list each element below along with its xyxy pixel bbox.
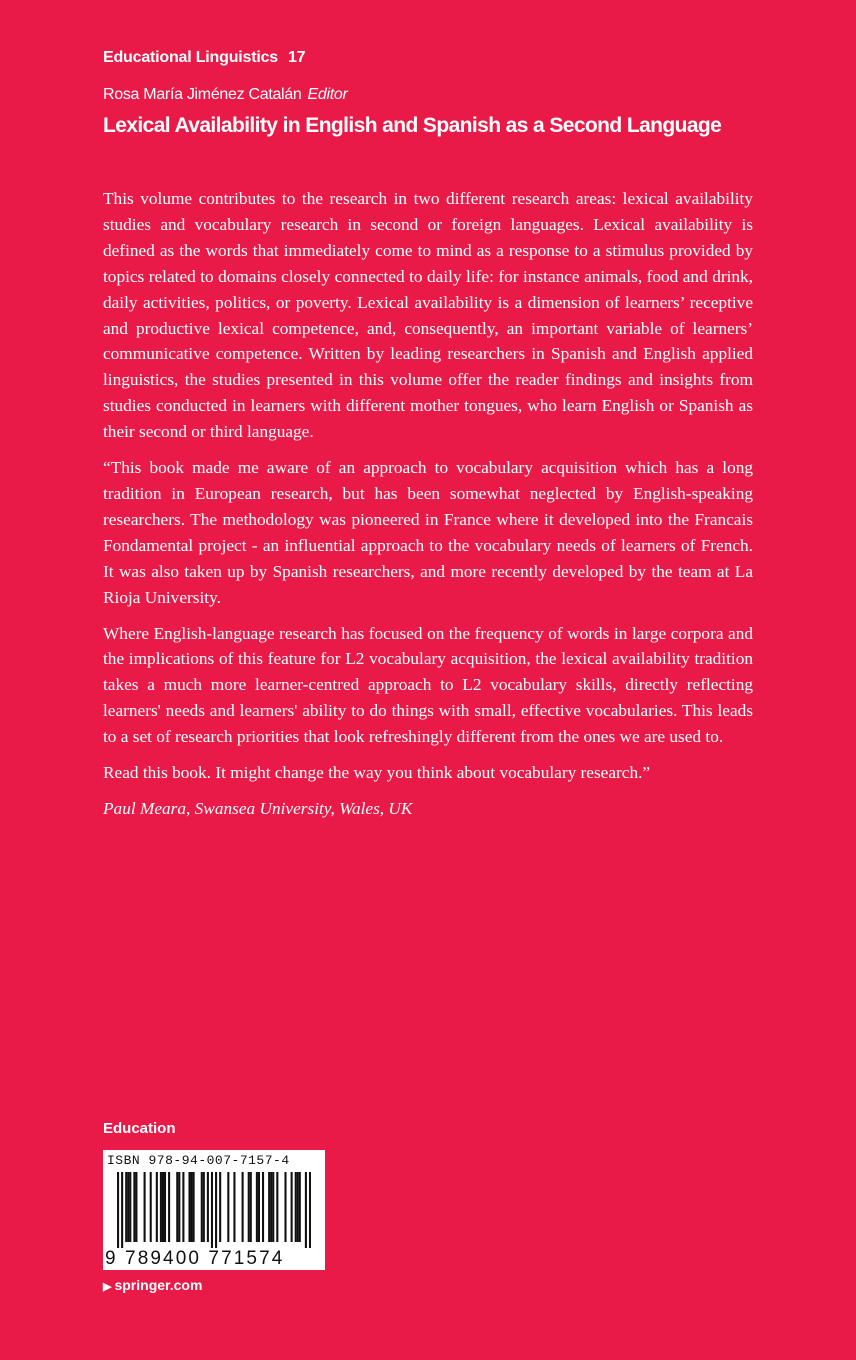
barcode-bar xyxy=(276,1172,278,1242)
barcode-bar xyxy=(178,1172,180,1242)
barcode-bar xyxy=(309,1172,311,1248)
barcode-bar xyxy=(284,1172,286,1242)
barcode-bar xyxy=(144,1172,146,1242)
ean-digits: 9 789400 771574 xyxy=(105,1248,285,1269)
publisher-site: springer.com xyxy=(114,1277,203,1293)
barcode-bar xyxy=(203,1172,205,1242)
barcode-bar xyxy=(215,1172,217,1248)
barcode-bar xyxy=(133,1172,135,1242)
barcode-bar xyxy=(117,1172,119,1248)
barcode-bar xyxy=(129,1172,131,1242)
back-cover-text xyxy=(103,186,753,832)
barcode-bar xyxy=(242,1172,244,1242)
barcode-bar xyxy=(135,1172,137,1242)
barcode-bar xyxy=(295,1172,297,1242)
barcode xyxy=(103,1150,325,1270)
isbn-label: ISBN 978-94-007-7157-4 xyxy=(107,1153,290,1168)
quote-paragraph-2: Where English-language research has focused on the frequency of words in large corpora and the implications of this feature for L2 vocabulary acquisition, the lexical availability tradition takes a much more learner-centred approach to L2 vocabulary skills, directly reflecting learners' needs and learners' ability to do things with small, effective vocabularies. This leads to a set of research priorities that look refreshingly different from the ones we are used to. xyxy=(103,623,753,747)
series-volume: 17 xyxy=(287,49,306,66)
barcode-bar xyxy=(297,1172,299,1242)
barcode-bar xyxy=(160,1172,162,1242)
barcode-bar xyxy=(233,1172,235,1242)
barcode-bar xyxy=(248,1172,250,1242)
barcode-bar xyxy=(176,1172,178,1242)
subject-category: Education xyxy=(103,1120,176,1137)
barcode-bar xyxy=(272,1172,274,1242)
barcode-bars xyxy=(117,1172,311,1248)
barcode-bar xyxy=(156,1172,158,1242)
publisher-link[interactable] xyxy=(103,1277,202,1293)
barcode-bar xyxy=(256,1172,258,1242)
quote-paragraph-1: “This book made me aware of an approach to vocabulary acquisition which has a long tradition in European research, but has been somewhat neglected by English-speaking researchers. The methodology was pioneered in France where it developed into the Francais Fondamental project - an influential approach to the vocabulary needs of learners of French. It was also taken up by Spanish researchers, and more recently developed by the team at La Rioja University. xyxy=(103,458,753,607)
barcode-bar xyxy=(162,1172,164,1242)
barcode-bar xyxy=(207,1172,209,1242)
book-title: Lexical Availability in English and Spanish as a Second Language xyxy=(103,114,722,137)
barcode-bar xyxy=(121,1172,123,1248)
barcode-bar xyxy=(188,1172,190,1242)
arrow-right-icon: ▶ xyxy=(103,1281,112,1293)
barcode-bar xyxy=(227,1172,229,1242)
barcode-bar xyxy=(258,1172,260,1242)
barcode-bar xyxy=(299,1172,301,1242)
quote-attribution: Paul Meara, Swansea University, Wales, UK xyxy=(103,798,413,818)
barcode-bar xyxy=(305,1172,307,1248)
series-name: Educational Linguistics xyxy=(103,49,278,66)
barcode-bar xyxy=(150,1172,152,1242)
barcode-bar xyxy=(193,1172,195,1242)
barcode-bar xyxy=(127,1172,129,1242)
editor-line xyxy=(103,86,348,104)
barcode-bar xyxy=(262,1172,264,1242)
barcode-bar xyxy=(268,1172,270,1242)
description-paragraph: This volume contributes to the research in two different research areas: lexical availability studies and vocabulary research in second or foreign languages. Lexical availability is defined as the words that immediately come to mind as a response to a stimulus provided by topics related to domains closely connected to daily life: for instance animals, food and drink, daily activities, politics, or poverty. Lexical availability is a dimension of learners’ receptive and productive lexical competence, and, consequently, an important variable of learners’ communicative competence. Written by leading researchers in Spanish and English applied linguistics, the studies presented in this volume offer the reader findings and insights from studies conducted in learners with different mother tongues, who learn English or Spanish as their second or third language. xyxy=(103,189,753,442)
barcode-bar xyxy=(291,1172,293,1242)
barcode-bar xyxy=(125,1172,127,1242)
barcode-bar xyxy=(201,1172,203,1242)
editor-name: Rosa María Jiménez Catalán xyxy=(103,86,302,103)
barcode-bar xyxy=(168,1172,170,1242)
barcode-bar xyxy=(250,1172,252,1242)
barcode-bar xyxy=(219,1172,221,1242)
barcode-bar xyxy=(270,1172,272,1242)
editor-role: Editor xyxy=(307,86,348,103)
quote-paragraph-3: Read this book. It might change the way you think about vocabulary research.” xyxy=(103,763,651,783)
barcode-bar xyxy=(182,1172,184,1242)
barcode-bar xyxy=(164,1172,166,1242)
barcode-bar xyxy=(191,1172,193,1242)
barcode-bar xyxy=(211,1172,213,1248)
series-line xyxy=(103,49,305,67)
